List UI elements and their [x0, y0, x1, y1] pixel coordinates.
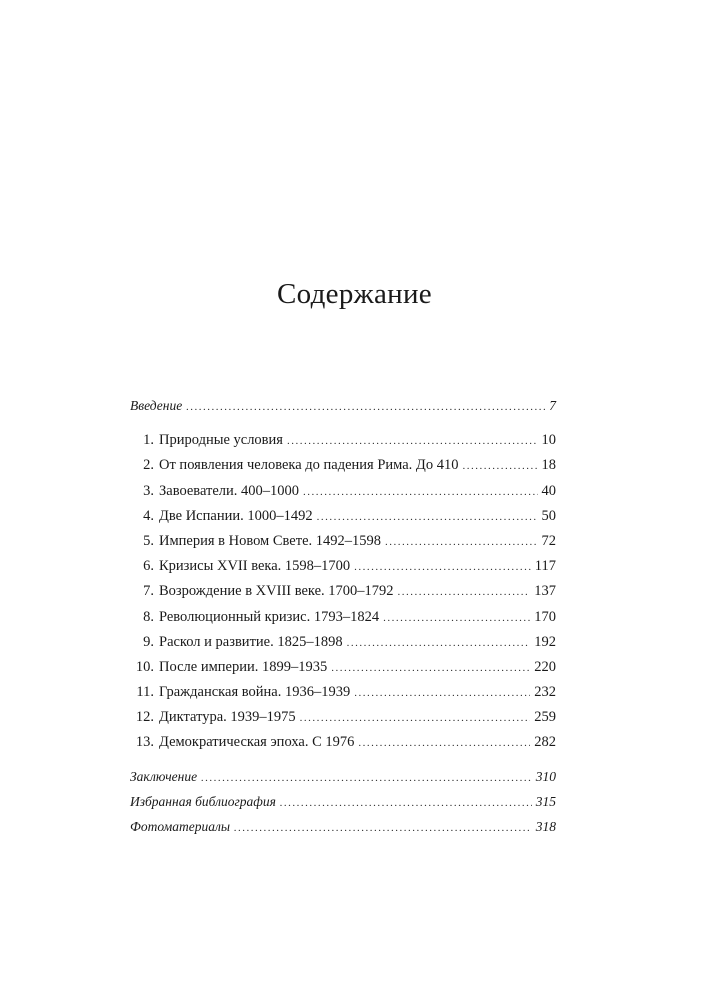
toc-page-number: 282 [534, 734, 556, 751]
toc-chapter [130, 533, 556, 558]
chapter-number: 11. [136, 684, 154, 701]
chapter-title: Демократическая эпоха. С 1976 [159, 734, 355, 751]
chapter-number: 2. [143, 457, 154, 474]
chapter-number: 8. [143, 608, 154, 625]
toc-chapter [130, 508, 556, 533]
toc-page-number: 318 [535, 819, 556, 834]
chapter-number: 7. [143, 583, 154, 600]
toc-entry-conclusion [130, 769, 556, 794]
chapter-title: Раскол и развитие. 1825–1898 [159, 633, 343, 650]
chapter-title: Две Испании. 1000–1492 [159, 507, 313, 524]
toc-chapter [130, 634, 556, 659]
chapter-number: 6. [143, 558, 154, 575]
toc-page-number: 137 [534, 583, 556, 600]
chapter-title: Возрождение в XVIII веке. 1700–1792 [159, 583, 394, 600]
toc-page-number: 232 [534, 684, 556, 701]
toc-chapter [130, 483, 556, 508]
toc-entry-label: Избранная библиография [130, 793, 276, 809]
toc-chapter [130, 558, 556, 583]
dot-leader [462, 460, 537, 472]
chapter-title: Природные условия [159, 432, 283, 449]
dot-leader [234, 822, 532, 834]
toc-page-number: 315 [535, 793, 556, 809]
dot-leader [354, 561, 531, 573]
dot-leader [317, 511, 538, 523]
dot-leader [347, 637, 531, 649]
chapter-title: Завоеватели. 400–1000 [159, 482, 300, 499]
dot-leader [358, 737, 530, 749]
dot-leader [354, 687, 530, 699]
chapter-title: От появления человека до падения Рима. До 410 [159, 457, 459, 474]
chapter-title: После империи. 1899–1935 [159, 658, 328, 675]
toc-chapter [130, 709, 556, 734]
toc-chapter [130, 432, 556, 457]
chapter-number: 3. [143, 482, 154, 499]
toc-chapter [130, 684, 556, 709]
dot-leader [287, 435, 538, 447]
dot-leader [398, 586, 531, 598]
chapter-title: Кризисы XVII века. 1598–1700 [159, 558, 351, 575]
chapter-title: Революционный кризис. 1793–1824 [159, 608, 380, 625]
chapter-number: 10. [135, 658, 154, 675]
toc-entry-label: Фотоматериалы [130, 819, 230, 834]
page-title: Содержание [277, 278, 432, 310]
dot-leader [201, 772, 532, 784]
chapter-number: 5. [143, 532, 154, 549]
toc-page-number: 7 [549, 398, 556, 413]
chapter-number: 12. [135, 709, 154, 726]
toc-chapter [130, 659, 556, 684]
toc-chapter [130, 583, 556, 608]
toc-entry-intro [130, 398, 556, 423]
toc-chapter [130, 734, 556, 759]
chapter-number: 4. [143, 507, 154, 524]
toc-page-number: 18 [541, 457, 556, 474]
toc-page-number: 310 [535, 768, 556, 784]
dot-leader [385, 536, 537, 548]
dot-leader [383, 612, 530, 624]
chapter-number: 1. [143, 432, 154, 449]
toc-entry-label: Введение [130, 398, 183, 413]
toc-page-number: 10 [541, 432, 556, 449]
chapter-title: Диктатура. 1939–1975 [159, 709, 296, 726]
toc-chapter [130, 457, 556, 482]
dot-leader [303, 486, 537, 498]
table-of-contents [130, 398, 556, 844]
toc-page-number: 40 [541, 482, 556, 499]
toc-entry-label: Заключение [130, 768, 198, 784]
toc-page-number: 259 [534, 709, 556, 726]
dot-leader [186, 401, 545, 413]
toc-page-number: 72 [541, 532, 556, 549]
toc-entry-photos [130, 819, 556, 844]
toc-chapter [130, 609, 556, 634]
dot-leader [280, 797, 532, 809]
toc-page-number: 192 [534, 633, 556, 650]
chapter-number: 13. [135, 734, 154, 751]
toc-page-number: 117 [534, 558, 556, 575]
toc-entry-bibliography [130, 794, 556, 819]
toc-page-number: 50 [541, 507, 556, 524]
chapter-title: Империя в Новом Свете. 1492–1598 [159, 532, 382, 549]
chapter-number: 9. [143, 633, 154, 650]
toc-page-number: 170 [534, 608, 556, 625]
chapter-title: Гражданская война. 1936–1939 [159, 684, 351, 701]
toc-page-number: 220 [534, 658, 556, 675]
dot-leader [331, 662, 530, 674]
dot-leader [300, 712, 531, 724]
